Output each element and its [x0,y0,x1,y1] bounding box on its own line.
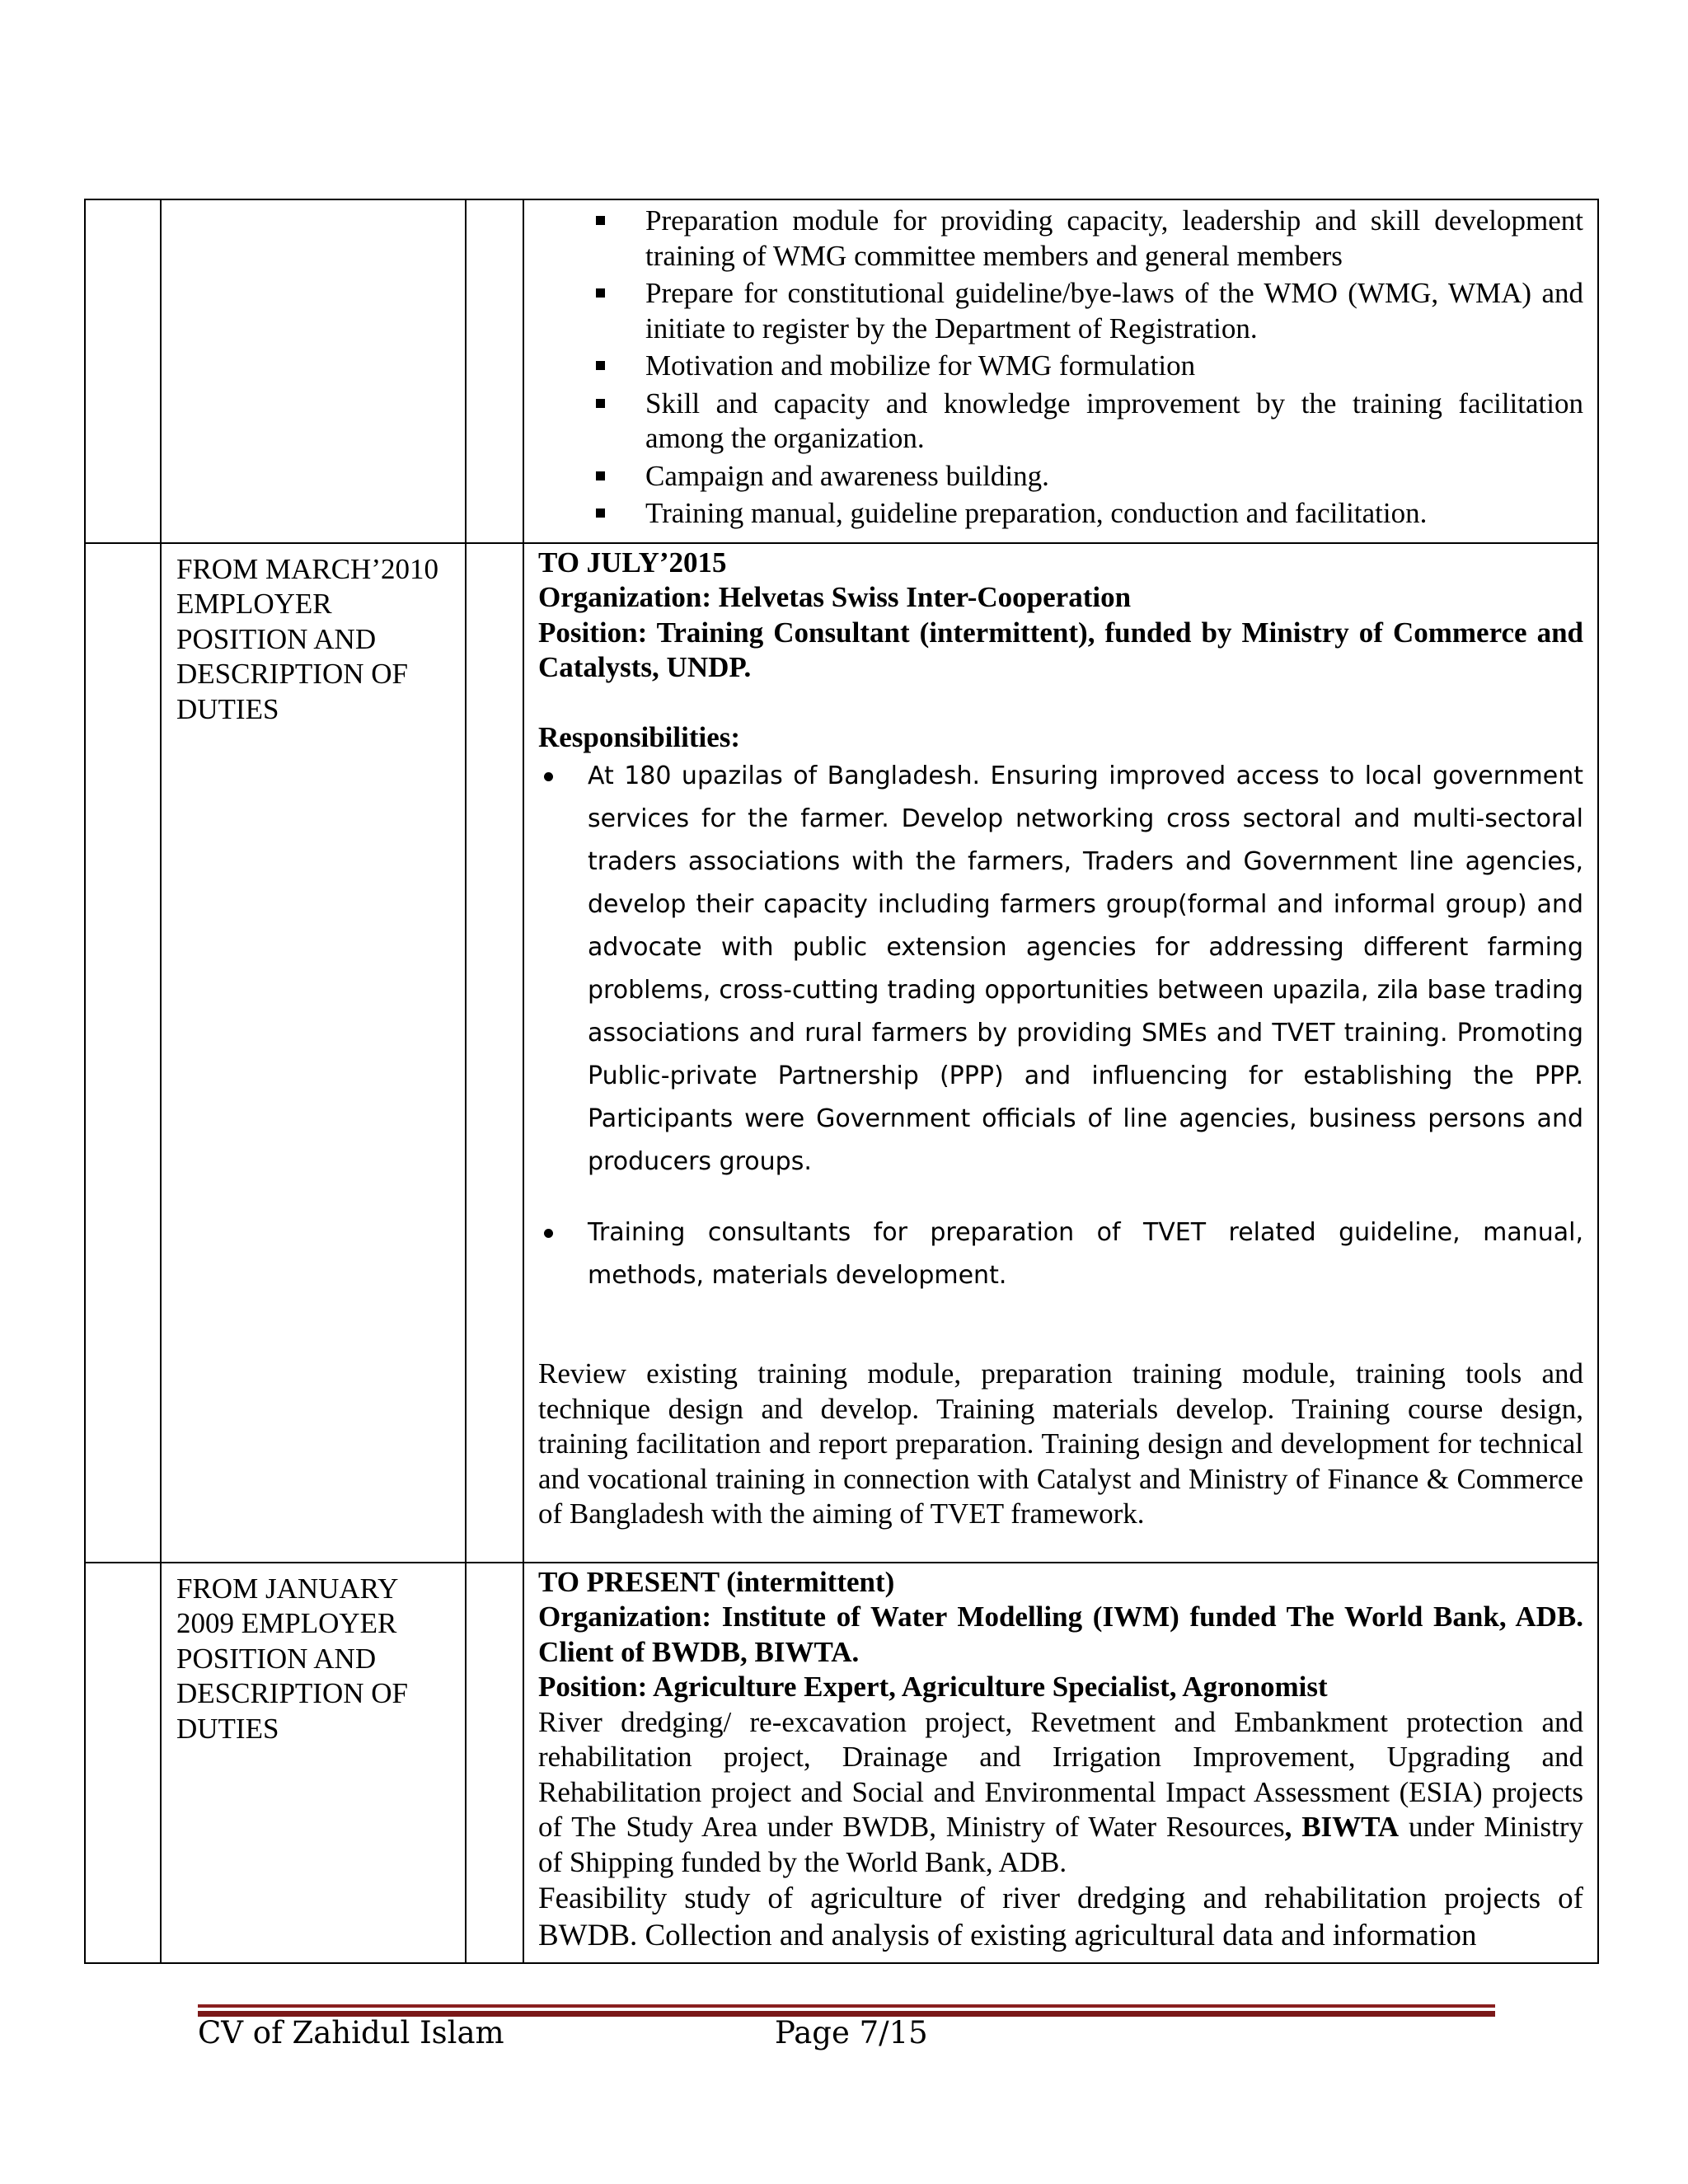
duties-cell [523,199,1598,543]
organization: Organization: Institute of Water Modelling (IWM) funded The World Bank, ADB. Client of BWDB, BIWTA. [538,1601,1583,1668]
footer-author: CV of Zahidul Islam [198,2015,504,2050]
list-item: Training manual, guideline preparation, conduction and facilitation. [538,496,1583,532]
empty-cell [466,199,523,543]
list-item: Skill and capacity and knowledge improvement by the training facilitation among the organization. [538,387,1583,457]
table-row [85,543,1598,1563]
feasibility-paragraph: Feasibility study of agriculture of river dredging and rehabilitation projects of BWDB. Collection and analysis of existing agricultural data and information [538,1882,1583,1952]
list-item: Prepare for constitutional guideline/bye-laws of the WMO (WMG, WMA) and initiate to register by the Department of Registration. [538,276,1583,346]
list-item: At 180 upazilas of Bangladesh. Ensuring improved access to local government services for the farmer. Develop networking cross sectoral and multi-sectoral traders associations with the farmers, Traders and Government line agencies, develop their capacity including farmers group(formal and informal group) and advocate with public extension agencies for addressing different farming problems, cross-cutting trading opportunities between upazila, zila base trading associations and rural farmers by providing SMEs and TVET training. Promoting Public-private Partnership (PPP) and influencing for establishing the PPP. Participants were Government officials of line agencies, business persons and producers groups. [538,755,1583,1183]
empty-cell [161,199,466,543]
footer-rule [198,2004,1495,2008]
period-end: TO JULY’2015 [538,546,727,579]
period-label: FROM MARCH’2010 EMPLOYER POSITION AND DESCRIPTION OF DUTIES [161,543,466,1563]
position: Position: Agriculture Expert, Agriculture Specialist, Agronomist [538,1671,1328,1703]
period-end: TO PRESENT (intermittent) [538,1565,895,1598]
empty-cell [85,1563,161,1964]
list-item: Motivation and mobilize for WMG formulation [538,349,1583,384]
duties-cell [523,1563,1598,1964]
position: Position: Training Consultant (intermittent), funded by Ministry of Commerce and Catalysts, UNDP. [538,616,1583,683]
description-text: River dredging/ re-excavation project, Revetment and Embankment protection and rehabilitation project, Drainage and Irrigation Improvement, Upgrading and Rehabilitation project and Social and Environmental Impact Assessment (ESIA) projects of The Study Area under BWDB, Ministry of Water Resources [538,1705,1583,1843]
empty-cell [85,543,161,1563]
empty-cell [466,543,523,1563]
description-paragraph [538,1705,1583,1881]
period-label: FROM JANUARY 2009 EMPLOYER POSITION AND DESCRIPTION OF DUTIES [161,1563,466,1964]
footer-page-number: Page 7/15 [775,2015,928,2050]
list-item: Preparation module for providing capacity, leadership and skill development training of WMG committee members and general members [538,204,1583,274]
responsibilities-heading: Responsibilities: [538,720,741,753]
table-row [85,199,1598,543]
list-item: Training consultants for preparation of TVET related guideline, manual, methods, materials development. [538,1212,1583,1297]
organization: Organization: Helvetas Swiss Inter-Cooperation [538,581,1132,613]
duties-cell [523,543,1598,1563]
review-paragraph: Review existing training module, preparation training module, training tools and technique design and develop. Training materials develop. Training course design, training facilitation and report preparation. Training design and development for technical and vocational training in connection with Catalyst and Ministry of Finance & Commerce of Bangladesh with the aiming of TVET framework. [538,1357,1583,1530]
description-tail: under Ministry of Shipping funded by the World Bank, ADB. [538,1811,1583,1878]
table-row [85,1563,1598,1964]
list-item: Campaign and awareness building. [538,459,1583,494]
cv-table [84,199,1599,1964]
square-bullet-list [538,204,1583,532]
empty-cell [466,1563,523,1964]
empty-cell [85,199,161,543]
description-bold: , BIWTA [1284,1811,1400,1843]
round-bullet-list [538,755,1583,1297]
